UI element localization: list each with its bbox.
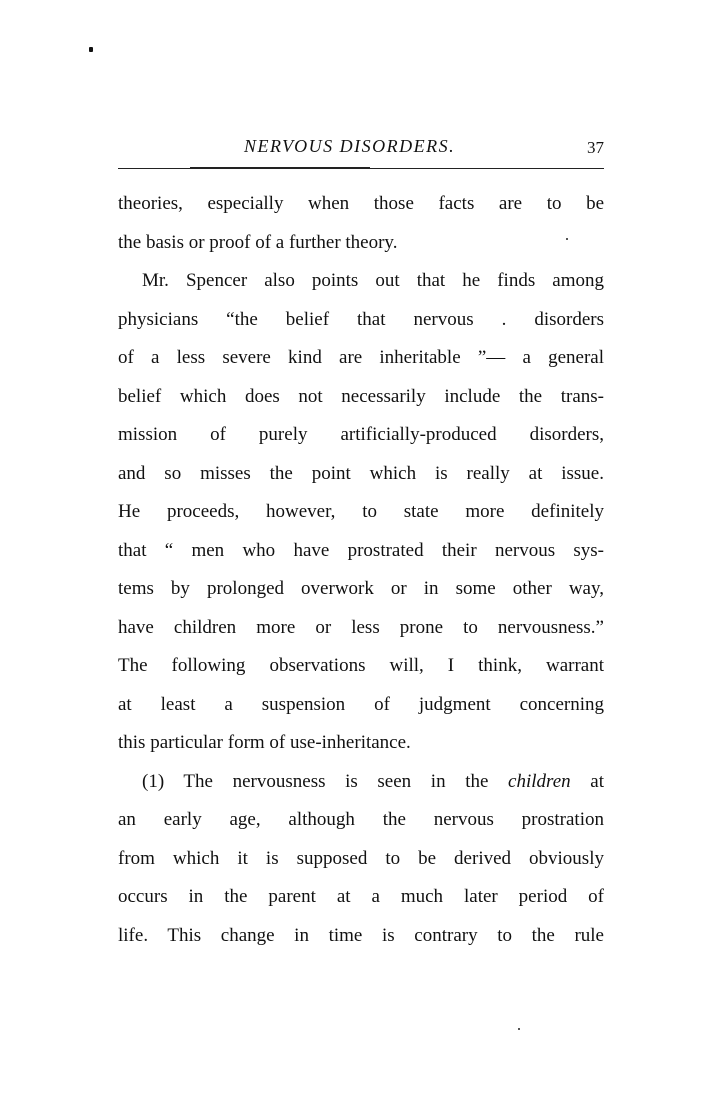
text-line bbox=[118, 493, 604, 532]
text-line-content: physicians “the belief that nervous . disorders bbox=[118, 308, 604, 330]
text-line-content: theories, especially when those facts are to be bbox=[118, 193, 604, 214]
text-line bbox=[118, 339, 604, 378]
scan-speck bbox=[89, 47, 93, 52]
text-line bbox=[118, 878, 604, 917]
text-line-content: have children more or less prone to nervousness.” bbox=[118, 616, 604, 638]
text-line-content: that “ men who have prostrated their nervous sys- bbox=[118, 539, 604, 561]
italic-emphasis: children bbox=[508, 770, 571, 792]
scan-speck bbox=[566, 238, 568, 240]
text-line bbox=[118, 686, 604, 725]
text-line bbox=[118, 609, 604, 648]
text-line bbox=[118, 262, 604, 301]
text-line-content: the basis or proof of a further theory. bbox=[118, 231, 398, 253]
text-line bbox=[118, 455, 604, 494]
running-title: NERVOUS DISORDERS. bbox=[244, 136, 456, 156]
text-line-content: this particular form of use-inheritance. bbox=[118, 732, 411, 753]
page-header bbox=[118, 136, 604, 160]
text-line-content: (1) The nervousness is seen in the bbox=[142, 770, 509, 792]
text-line bbox=[118, 801, 604, 840]
text-line bbox=[118, 724, 604, 763]
text-line-content: at least a suspension of judgment concerning bbox=[118, 693, 604, 715]
text-line-content: Mr. Spencer also points out that he finds among bbox=[142, 270, 604, 291]
text-line bbox=[118, 763, 604, 802]
text-line bbox=[118, 224, 604, 263]
text-line bbox=[118, 416, 604, 455]
page-number: 37 bbox=[587, 138, 604, 157]
text-line-content: The following observations will, I think, warrant bbox=[118, 655, 604, 676]
text-line bbox=[118, 378, 604, 417]
header-rule-accent bbox=[190, 167, 370, 169]
text-line-content: mission of purely artificially-produced disorders, bbox=[118, 424, 604, 445]
text-line-content: occurs in the parent at a much later period of bbox=[118, 886, 604, 907]
body-text bbox=[118, 185, 604, 955]
text-line-content: of a less severe kind are inheritable ”— a general bbox=[118, 347, 604, 368]
text-line bbox=[118, 301, 604, 340]
text-line bbox=[118, 917, 604, 956]
text-line bbox=[118, 532, 604, 571]
text-line-content: tems by prolonged overwork or in some other way, bbox=[118, 578, 604, 599]
text-line-content: from which it is supposed to be derived obviously bbox=[118, 847, 604, 869]
text-line-content: an early age, although the nervous prostration bbox=[118, 809, 604, 830]
text-line bbox=[118, 840, 604, 879]
text-line-content: life. This change in time is contrary to the rule bbox=[118, 924, 604, 946]
text-line bbox=[118, 647, 604, 686]
text-line-content: and so misses the point which is really at issue. bbox=[118, 462, 604, 484]
text-line-content: belief which does not necessarily include the trans- bbox=[118, 385, 604, 407]
text-line-content: He proceeds, however, to state more definitely bbox=[118, 501, 604, 522]
text-line bbox=[118, 570, 604, 609]
text-line bbox=[118, 185, 604, 224]
text-line-content: at bbox=[570, 770, 604, 792]
scan-speck bbox=[518, 1028, 520, 1030]
